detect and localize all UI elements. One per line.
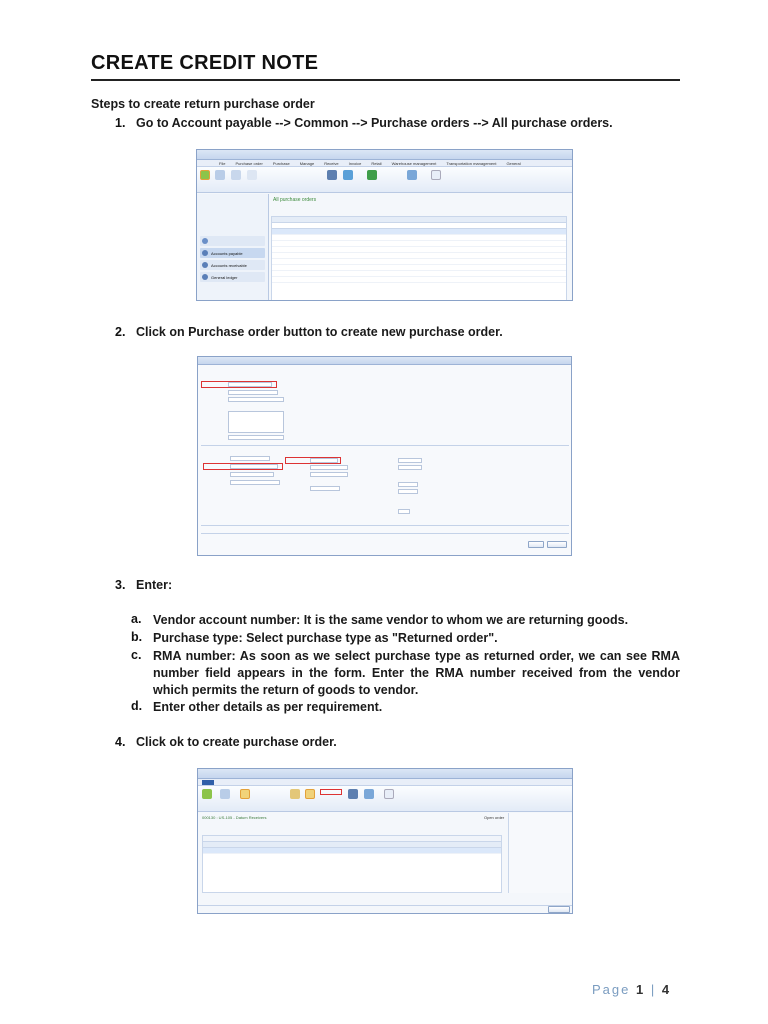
site-field[interactable] (398, 458, 422, 463)
close-button[interactable] (548, 906, 570, 913)
from-all-button[interactable] (220, 789, 230, 799)
tab-retail[interactable]: Retail (371, 160, 382, 166)
list-title: All purchase orders (273, 197, 317, 203)
administration-divider (201, 525, 569, 526)
page-separator: | (650, 982, 657, 997)
rma-number-field[interactable] (310, 458, 338, 463)
purchase-order-button[interactable] (200, 170, 210, 180)
substep-a-number: a. (131, 612, 142, 626)
ribbon (197, 167, 572, 193)
excel-icon[interactable] (367, 170, 377, 180)
step-1-number: 1. (115, 116, 126, 130)
step-3-number: 3. (115, 578, 126, 592)
purchase-orders-grid[interactable] (271, 216, 567, 301)
from-all-button[interactable] (215, 170, 225, 180)
tab-purchase[interactable]: Purchase (272, 160, 290, 166)
substep-d-text: Enter other details as per requirement. (153, 700, 383, 714)
vendor-account-field[interactable] (228, 382, 272, 387)
step-4-text: Click ok to create purchase order. (136, 735, 337, 749)
template-icon[interactable] (407, 170, 417, 180)
window-title-bar (197, 150, 572, 160)
nav-label: General ledger (211, 274, 238, 280)
purchase-order-field[interactable] (230, 456, 270, 461)
substep-d-number: d. (131, 699, 143, 713)
section-subtitle: Steps to create return purchase order (91, 97, 315, 111)
tab-file[interactable] (202, 780, 214, 785)
screenshot-purchase-order-lines (197, 768, 573, 914)
tab-general[interactable]: General (506, 160, 521, 166)
nav-accounts-receivable[interactable] (200, 260, 265, 270)
substep-c-number: c. (131, 648, 142, 662)
accounting-date-field[interactable] (398, 482, 418, 487)
nav-label: Accounts receivable (211, 262, 247, 268)
step-2-number: 2. (115, 325, 126, 339)
purchase-order-button[interactable] (202, 789, 212, 799)
currency-field[interactable] (310, 486, 340, 491)
nav-accounts-payable[interactable] (200, 248, 265, 258)
substep-b-number: b. (131, 630, 143, 644)
dialog-title-bar (198, 357, 571, 365)
document-title: CREATE CREDIT NOTE (91, 52, 319, 74)
address-field[interactable] (228, 411, 284, 433)
step-3-text: Enter: (136, 578, 173, 592)
edit-button[interactable] (231, 170, 241, 180)
ribbon-tabs (198, 779, 572, 786)
unplanned-divider (201, 533, 569, 534)
ribbon-tabs (197, 160, 572, 167)
page-footer (592, 982, 671, 997)
delivery-date-field[interactable] (398, 489, 418, 494)
table-row[interactable] (272, 277, 566, 283)
order-status: Open order (484, 815, 505, 820)
contact-field[interactable] (228, 397, 284, 402)
tab-receive[interactable]: Receive (324, 160, 339, 166)
warehouse-field[interactable] (398, 465, 422, 470)
from-all-highlight (320, 789, 342, 795)
edit-button[interactable] (240, 789, 250, 799)
nav-home[interactable] (200, 236, 265, 246)
nav-general-ledger[interactable] (200, 272, 265, 282)
screenshot-create-purchase-order (197, 356, 572, 556)
substep-a-text: Vendor account number: It is the same vendor to whom we are returning goods. (153, 613, 629, 627)
ok-button[interactable] (528, 541, 544, 548)
tab-file[interactable]: File (219, 160, 226, 166)
name-field[interactable] (228, 390, 278, 395)
step-4-number: 4. (115, 735, 126, 749)
attachments-icon[interactable] (384, 789, 394, 799)
status-divider (198, 905, 573, 906)
nav-label: Accounts payable (211, 250, 243, 256)
tab-purchase-order[interactable]: Purchase order (235, 160, 263, 166)
purchase-type-field[interactable] (230, 464, 278, 469)
template-icon[interactable] (364, 789, 374, 799)
project-id-field[interactable] (310, 465, 348, 470)
delivery-address-field[interactable] (228, 435, 284, 440)
purchase-order-lines-grid[interactable] (202, 835, 502, 893)
invoice-account-field[interactable] (230, 472, 274, 477)
ribbon (198, 786, 572, 812)
order-name-field[interactable] (230, 480, 280, 485)
line-view-button[interactable] (305, 789, 315, 799)
totals-icon[interactable] (327, 170, 337, 180)
delete-button[interactable] (247, 170, 257, 180)
totals-icon[interactable] (348, 789, 358, 799)
refresh-icon[interactable] (343, 170, 353, 180)
header-view-button[interactable] (290, 789, 300, 799)
title-rule (91, 79, 680, 81)
navigation-pane (197, 194, 269, 301)
step-1-text: Go to Account payable --> Common --> Purchase orders --> All purchase orders. (136, 116, 613, 130)
tab-warehouse[interactable]: Warehouse management (391, 160, 437, 166)
page-total: 4 (661, 982, 672, 997)
tab-invoice[interactable]: Invoice (348, 160, 362, 166)
order-header: 000130 : US-105 - Datum Receivers (202, 815, 267, 820)
purchase-agreement-field[interactable] (310, 472, 348, 477)
page-current: 1 (636, 982, 646, 997)
table-row[interactable] (203, 848, 501, 854)
substep-b-text: Purchase type: Select purchase type as "Returned order". (153, 631, 498, 645)
state-complete-field[interactable] (398, 509, 410, 514)
step-2-text: Click on Purchase order button to create new purchase order. (136, 325, 503, 339)
general-divider (201, 445, 569, 446)
window-title-bar (198, 769, 572, 779)
page-label: Page (592, 982, 631, 997)
screenshot-all-purchase-orders (196, 149, 573, 301)
related-info-pane (508, 813, 573, 893)
attachments-icon[interactable] (431, 170, 441, 180)
substep-c-text: RMA number: As soon as we select purchase type as returned order, we can see RMA number field appears in the form. Enter the RMA number received from the vendor which permits the return of goods to vendor. (153, 649, 680, 697)
tab-transportation[interactable]: Transportation management (446, 160, 497, 166)
cancel-button[interactable] (547, 541, 567, 548)
tab-manage[interactable]: Manage (299, 160, 315, 166)
